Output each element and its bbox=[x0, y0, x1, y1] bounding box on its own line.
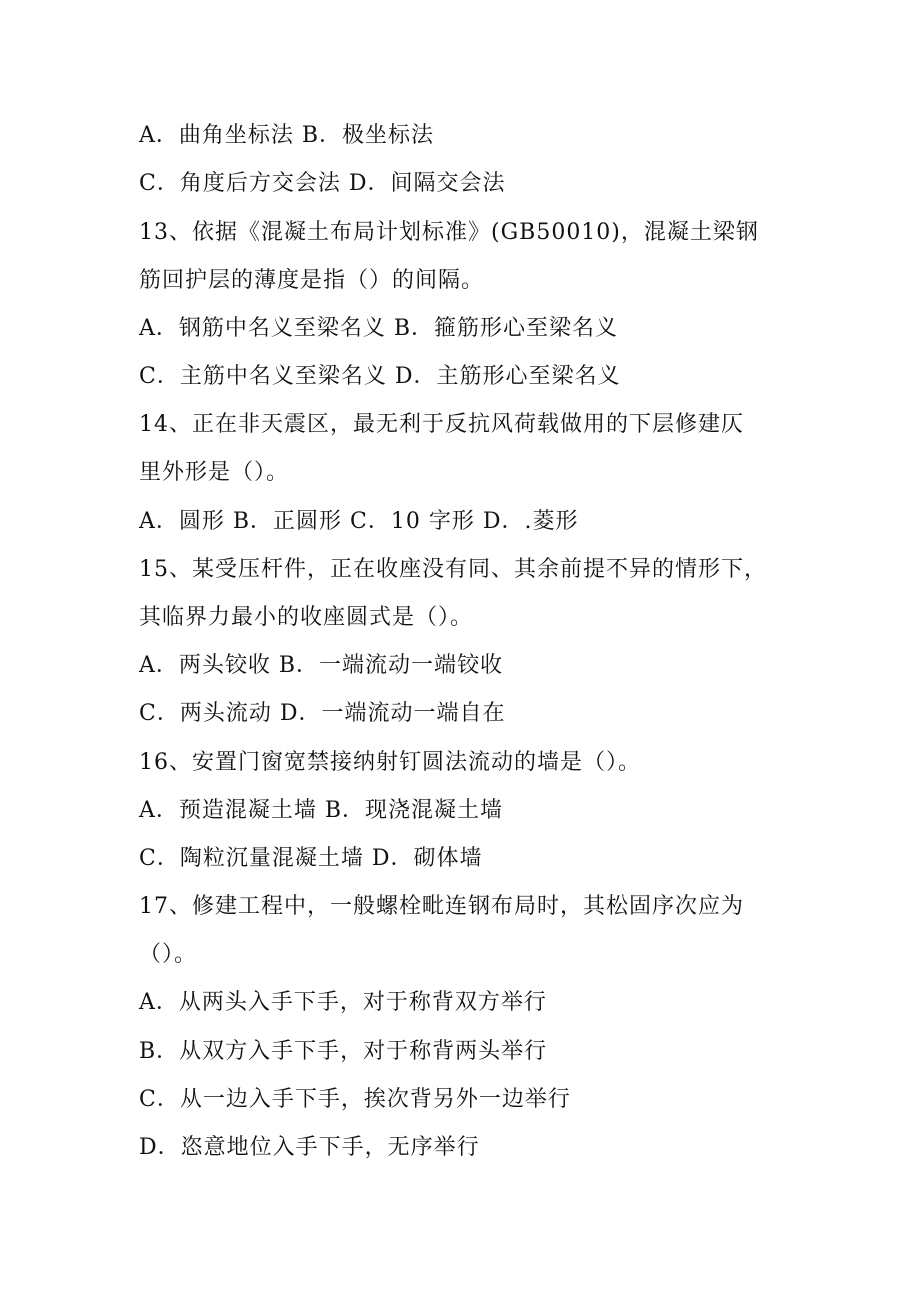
question-15-line: 其临界力最小的收座圆式是（）。 bbox=[139, 605, 474, 630]
question-15-line: 15、某受压杆件，正在收座没有同、其余前提不异的情形下， bbox=[139, 557, 767, 582]
question-17-line: 17、修建工程中，一般螺栓毗连钢布局时，其松固序次应为 bbox=[139, 894, 744, 919]
option-line: C．主筋中名义至梁名义 D．主筋形心至梁名义 bbox=[139, 364, 621, 389]
option-line: B．从双方入手下手，对于称背两头举行 bbox=[139, 1039, 548, 1064]
option-line: C．从一边入手下手，挨次背另外一边举行 bbox=[139, 1087, 571, 1112]
question-17-line: （）。 bbox=[139, 942, 198, 967]
question-14-line: 14、正在非天震区，最无利于反抗风荷载做用的下层修建仄 bbox=[139, 412, 744, 437]
option-line: A．两头铰收 B．一端流动一端铰收 bbox=[139, 653, 504, 678]
option-line: A．从两头入手下手，对于称背双方举行 bbox=[139, 990, 547, 1015]
question-16-line: 16、安置门窗宽禁接纳射钉圆法流动的墙是（）。 bbox=[139, 750, 641, 775]
option-line: D．恣意地位入手下手，无序举行 bbox=[139, 1135, 480, 1160]
option-line: C．陶粒沉量混凝土墙 D．砌体墙 bbox=[139, 846, 483, 871]
option-line: A．预造混凝土墙 B．现浇混凝土墙 bbox=[139, 798, 504, 823]
question-14-line: 里外形是（）。 bbox=[139, 460, 290, 485]
question-13-line: 筋回护层的薄度是指（）的间隔。 bbox=[139, 268, 485, 293]
option-line: C．角度后方交会法 D．间隔交会法 bbox=[139, 171, 506, 196]
option-line: A．曲角坐标法 B．极坐标法 bbox=[139, 123, 435, 148]
option-line: C．两头流动 D．一端流动一端自在 bbox=[139, 701, 506, 726]
question-13-line: 13、依据《混凝土布局计划标准》(GB50010)，混凝土梁钢 bbox=[139, 220, 759, 245]
option-line: A．钢筋中名义至梁名义 B．箍筋形心至梁名义 bbox=[139, 316, 619, 341]
option-line: A．圆形 B．正圆形 C．10 字形 D．.菱形 bbox=[139, 509, 579, 534]
